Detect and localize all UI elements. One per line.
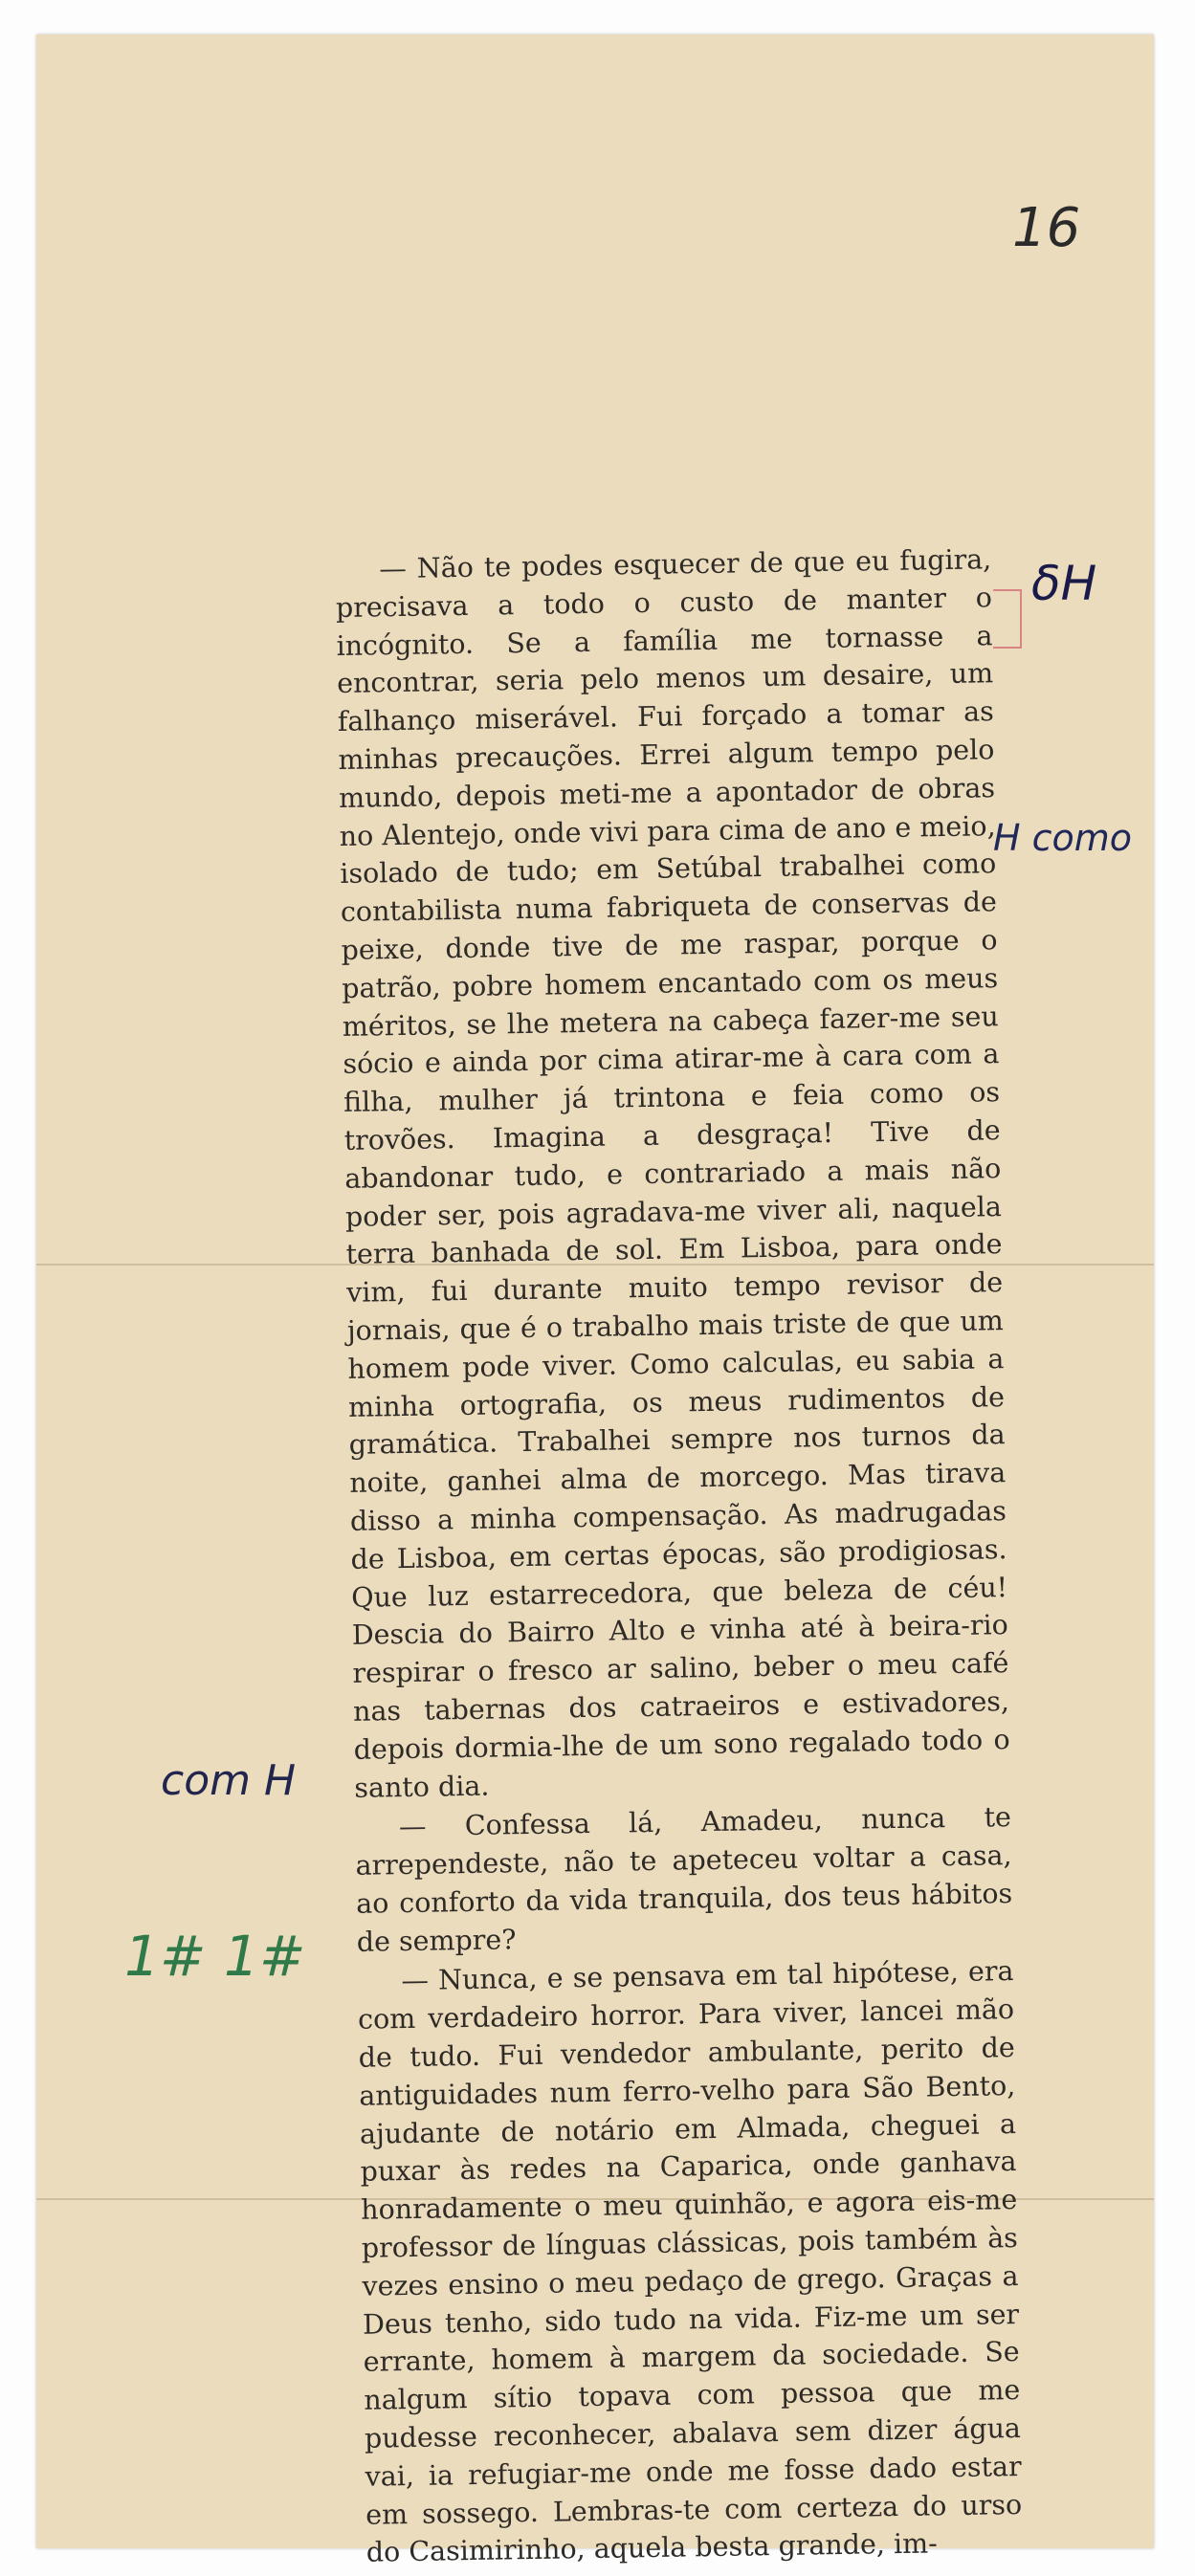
correction-bracket: [993, 589, 1022, 649]
paragraph: — Confessa lá, Amadeu, nunca te arrependeste, não te apeteceu voltar a casa, ao conforto da vida tranquila, dos teus hábitos de sempre?: [355, 1801, 1013, 1958]
paragraph: — Não te podes esquecer de que eu fugira, precisava a todo o custo de manter o incógnito. Se a família me tornasse a encontrar, seria pelo menos um desaire, um falhanço miserável. Fui forçado a tomar as minhas precauções. Errei algum tempo pelo mundo, depois meti-me a apontador de obras no Alentejo, onde vivi para cima de ano e meio, isolado de tudo; em Setúbal trabalhei como contabilista numa fabriqueta de conservas de peixe, donde tive de me raspar, porque o patrão, pobre homem encantado com os meus méritos, se lhe metera na cabeça fazer-me seu sócio e ainda por cima atirar-me à cara com a filha, mulher já trintona e feia como os trovões. Imagina a desgraça! Tive de abandonar tudo, e contrariado a mais não poder ser, pois agradava-me viver ali, naquela terra banhada de sol. Em Lisboa, para onde vim, fui durante muito tempo revisor de jornais, que é o trabalho mais triste de que um homem pode viver. Como calculas, eu sabia a minha ortografia, os meus rudimentos de gramática. Trabalhei sempre nos turnos da noite, ganhei alma de morcego. Mas tirava disso a minha compensação. As madrugadas de Lisboa, em certas épocas, são prodigiosas. Que luz estarrecedora, que beleza de céu! Descia do Bairro Alto e vinha até à beira-rio respirar o fresco ar salino, beber o meu café nas tabernas dos catraeiros e estivadores, depois dormia-lhe de um sono regalado todo o santo dia.: [335, 543, 1010, 1804]
margin-note-middle-right: H como: [993, 817, 1133, 859]
page-number: 16: [1012, 197, 1081, 259]
margin-note-left-lower: 1# 1#: [124, 1924, 306, 1989]
margin-note-top-right: δH: [1031, 556, 1097, 611]
paper-sheet: [36, 34, 1154, 2569]
body-text: [335, 540, 1023, 2572]
paragraph: — Nunca, e se pensava em tal hipótese, era com verdadeiro horror. Para viver, lancei mão de tudo. Fui vendedor ambulante, perito de antiguidades num ferro-velho para São Bento, ajudante de notário em Almada, cheguei a puxar às redes na Caparica, onde ganhava honradamente o meu quinhão, e agora eis-me professor de línguas clássicas, pois também às vezes ensino o meu pedaço de grego. Graças a Deus tenho, sido tudo na vida. Fiz-me um ser errante, homem à margem da sociedade. Se nalgum sítio topava com pessoa que me pudesse reconhecer, abalava sem dizer água vai, ia refugiar-me onde me fosse dado estar em sossego. Lembras-te com certeza do urso do Casimirinho, aquela besta grande, im-: [357, 1955, 1023, 2569]
margin-note-left-upper: com H: [161, 1756, 297, 1805]
